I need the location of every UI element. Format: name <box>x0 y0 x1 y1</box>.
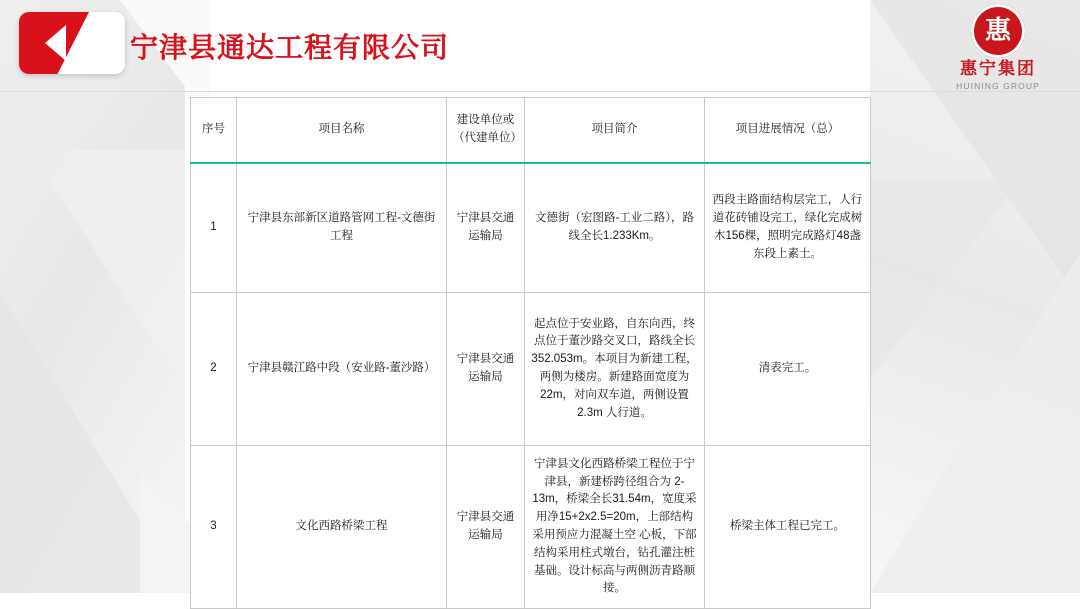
page-title: 宁津县通达工程有限公司 <box>130 33 450 64</box>
chevron-logo-icon <box>19 12 125 74</box>
cell-progress: 桥梁主体工程已完工。 <box>705 446 871 609</box>
header-divider <box>0 91 1080 92</box>
cell-progress: 清表完工。 <box>705 293 871 446</box>
cell-name: 文化西路桥梁工程 <box>237 446 447 609</box>
column-header-no: 序号 <box>191 98 237 164</box>
table-header-row <box>191 98 871 164</box>
corporate-logo-en-name: HUINING GROUP <box>956 80 1040 91</box>
cell-progress: 西段主路面结构层完工，人行道花砖铺设完工，绿化完成树木156棵，照明完成路灯48盏东段上素土。 <box>705 163 871 293</box>
seal-icon <box>971 4 1025 58</box>
projects-table <box>190 97 871 609</box>
left-band-triangle-mid <box>30 150 185 390</box>
cell-unit: 宁津县交通运输局 <box>447 293 525 446</box>
corporate-logo <box>942 4 1054 91</box>
cell-no: 2 <box>191 293 237 446</box>
cell-name: 宁津县东部新区道路管网工程-文德街工程 <box>237 163 447 293</box>
seal-glyph: 惠 <box>984 16 1011 45</box>
projects-table-container <box>190 97 870 609</box>
cell-name: 宁津县赣江路中段（安业路-董沙路） <box>237 293 447 446</box>
cell-unit: 宁津县交通运输局 <box>447 163 525 293</box>
cell-no: 3 <box>191 446 237 609</box>
column-header-intro: 项目简介 <box>525 98 705 164</box>
cell-intro: 起点位于安业路，自东向西，终点位于董沙路交叉口，路线全长 352.053m。本项目为新建工程，两侧为楼房。新建路面宽度为 22m，对向双车道，两侧设置 2.3m 人行道。 <box>525 293 705 446</box>
column-header-unit: 建设单位或（代建单位） <box>447 98 525 164</box>
page-header <box>0 0 1080 92</box>
logo-chevron-shape <box>45 25 66 61</box>
column-header-name: 项目名称 <box>237 98 447 164</box>
column-header-progress: 项目进展情况（总） <box>705 98 871 164</box>
cell-intro: 文德街（宏图路-工业二路），路线全长1.233Km。 <box>525 163 705 293</box>
cell-no: 1 <box>191 163 237 293</box>
right-band-triangle-mid <box>870 180 1020 380</box>
corporate-logo-cn-name: 惠宁集团 <box>960 59 1036 78</box>
table-row <box>191 293 871 446</box>
cell-unit: 宁津县交通运输局 <box>447 446 525 609</box>
table-row <box>191 163 871 293</box>
cell-intro: 宁津县文化西路桥梁工程位于宁津县，新建桥跨径组合为 2-13m，桥梁全长31.54m，宽度采用净15+2x2.5=20m，上部结构采用预应力混凝土空 心板，下部结构采用柱式墩台，钻孔灌注桩基础。设计标高与两侧沥青路顺接。 <box>525 446 705 609</box>
table-row <box>191 446 871 609</box>
